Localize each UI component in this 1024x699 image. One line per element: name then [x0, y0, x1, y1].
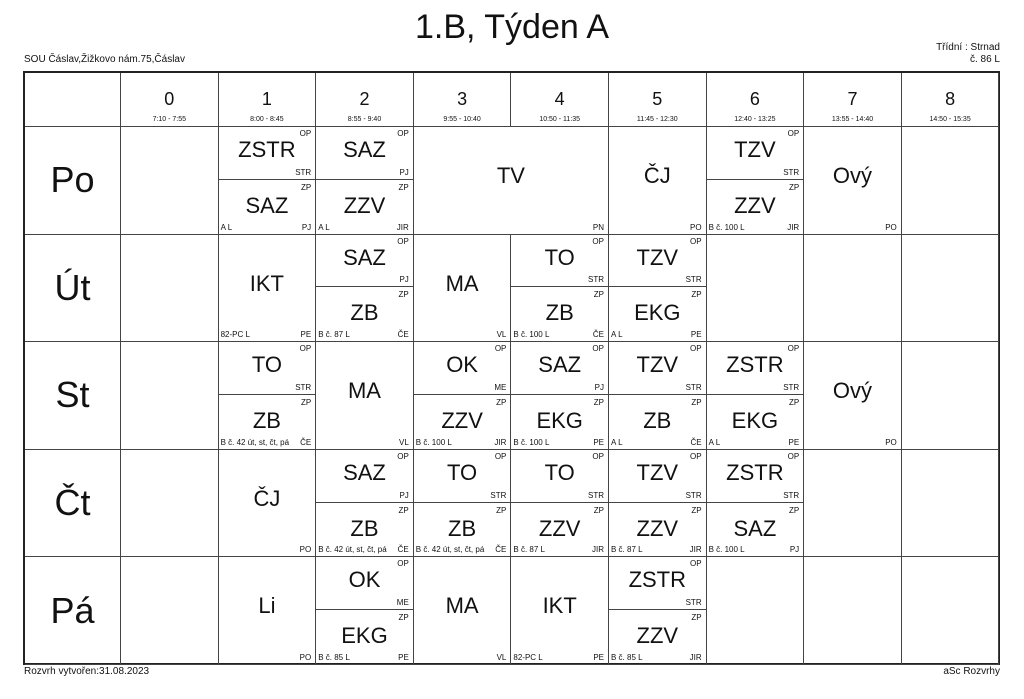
lesson-teacher: PJ	[301, 222, 312, 232]
lesson-group: OP	[690, 344, 702, 354]
lesson-room: A L	[318, 222, 330, 232]
lesson-teacher: PE	[593, 437, 604, 447]
period-time: 8:55 - 9:40	[347, 116, 382, 123]
lesson-room: B č. 100 L	[415, 437, 452, 447]
lesson-room: B č. 85 L	[318, 652, 350, 662]
lesson-room: B č. 100 L	[513, 330, 550, 340]
lesson-teacher: ČE	[690, 437, 702, 447]
lesson-group: OP	[397, 451, 409, 461]
lesson-subject: ZZV	[636, 623, 679, 649]
timetable-slot	[804, 235, 902, 343]
period-time: 8:00 - 8:45	[250, 116, 284, 123]
lesson-teacher: STR	[685, 490, 702, 500]
lesson-teacher: PO	[299, 652, 312, 662]
timetable-slot	[804, 450, 902, 558]
lesson-cell[interactable]	[511, 342, 608, 395]
lesson-teacher: ČE	[495, 545, 507, 555]
lesson-subject: SAZ	[343, 244, 386, 270]
lesson-cell[interactable]	[316, 557, 413, 610]
lesson-cell[interactable]	[707, 181, 804, 234]
lesson-cell[interactable]	[316, 450, 413, 503]
lesson-subject: TZV	[636, 244, 679, 270]
lesson-teacher: STR	[783, 490, 800, 500]
timetable-slot	[902, 450, 1000, 558]
lesson-subject: Li	[258, 593, 276, 619]
lesson-subject: ZB	[643, 408, 672, 433]
period-time: 14:50 - 15:35	[929, 116, 971, 123]
lesson-teacher: JIR	[494, 437, 507, 447]
lesson-group: ZP	[593, 398, 604, 407]
lesson-cell[interactable]	[609, 450, 706, 503]
period-number: 7	[847, 89, 858, 109]
lesson-subject: ZB	[448, 515, 477, 541]
lesson-cell[interactable]	[414, 127, 608, 234]
lesson-subject: OK	[348, 567, 381, 593]
lesson-teacher: PE	[398, 652, 409, 662]
lesson-subject: EKG	[731, 408, 779, 433]
lesson-subject: EKG	[341, 623, 388, 649]
lesson-cell[interactable]	[316, 288, 413, 341]
lesson-teacher: JIR	[689, 652, 702, 662]
lesson-room: B č. 87 L	[513, 545, 545, 555]
lesson-cell[interactable]	[707, 504, 804, 557]
lesson-teacher: PO	[299, 545, 312, 555]
period-number: 8	[945, 89, 956, 109]
school-address: SOU Čáslav,Žižkovo nám.75,Čáslav	[24, 54, 185, 65]
lesson-teacher: JIR	[787, 222, 800, 232]
period-number: 3	[457, 89, 468, 109]
lesson-group: OP	[690, 451, 702, 461]
lesson-teacher: STR	[295, 382, 312, 392]
lesson-subject: ZSTR	[726, 459, 784, 485]
lesson-teacher: STR	[295, 167, 312, 177]
lesson-subject: TO	[544, 244, 575, 270]
period-header	[511, 73, 609, 127]
created-date: Rozvrh vytvořen:31.08.2023	[24, 666, 150, 677]
lesson-subject: SAZ	[343, 459, 386, 485]
lesson-group: OP	[592, 344, 604, 354]
lesson-subject: ZZV	[343, 192, 386, 218]
lesson-group: ZP	[691, 613, 702, 623]
period-number: 2	[359, 89, 370, 109]
lesson-teacher: PN	[592, 222, 604, 232]
lesson-cell[interactable]	[511, 450, 608, 503]
software-brand: aSc Rozvrhy	[943, 666, 1000, 677]
lesson-teacher: STR	[783, 382, 800, 392]
lesson-group: OP	[299, 129, 312, 138]
lesson-subject: SAZ	[538, 352, 582, 378]
lesson-subject: ZB	[350, 300, 379, 326]
lesson-subject: ZB	[350, 515, 379, 541]
lesson-teacher: PE	[300, 330, 312, 340]
lesson-cell[interactable]	[414, 235, 511, 342]
lesson-subject: IKT	[249, 270, 284, 296]
lesson-subject: ZB	[545, 300, 574, 326]
lesson-group: OP	[787, 451, 800, 461]
lesson-cell[interactable]	[414, 342, 511, 395]
period-time: 13:55 - 14:40	[831, 116, 874, 123]
timetable-slot	[902, 557, 1000, 665]
period-time: 9:55 - 10:40	[443, 116, 481, 123]
lesson-room: B č. 100 L	[708, 545, 745, 555]
lesson-cell[interactable]	[219, 557, 316, 664]
period-header	[414, 73, 512, 127]
lesson-subject: TO	[544, 459, 575, 485]
page-title: 1.B, Týden A	[414, 8, 610, 46]
lesson-group: ZP	[398, 505, 409, 515]
lesson-room: B č. 100 L	[513, 437, 550, 447]
lesson-cell[interactable]	[414, 396, 511, 449]
timetable-slot	[902, 342, 1000, 450]
lesson-cell[interactable]	[707, 127, 804, 180]
period-header	[804, 73, 902, 127]
lesson-group: ZP	[788, 182, 800, 192]
lesson-teacher: PO	[885, 222, 897, 232]
lesson-group: OP	[494, 344, 507, 354]
period-time: 10:50 - 11:35	[539, 116, 581, 123]
lesson-teacher: JIR	[396, 222, 409, 232]
timetable-slot	[902, 235, 1000, 343]
lesson-subject: ZSTR	[238, 137, 296, 162]
lesson-teacher: VL	[496, 652, 507, 662]
lesson-group: OP	[787, 129, 800, 138]
lesson-subject: MA	[445, 593, 479, 619]
period-time: 12:40 - 13:25	[734, 116, 776, 123]
day-label: Út	[25, 235, 121, 343]
lesson-teacher: STR	[685, 598, 702, 608]
timetable-slot	[707, 557, 805, 665]
timetable-slot	[804, 557, 902, 665]
lesson-teacher: PO	[885, 437, 897, 447]
lesson-teacher: PJ	[399, 167, 409, 177]
lesson-subject: TZV	[636, 352, 679, 378]
lesson-cell[interactable]	[511, 235, 608, 288]
lesson-teacher: STR	[685, 275, 702, 285]
period-number: 5	[652, 89, 663, 109]
day-label: Pá	[25, 557, 121, 665]
lesson-room: B č. 87 L	[318, 330, 350, 340]
lesson-group: OP	[690, 559, 702, 569]
lesson-subject: SAZ	[343, 137, 386, 162]
lesson-cell[interactable]	[219, 396, 316, 449]
period-number: 4	[554, 89, 565, 109]
lesson-cell[interactable]	[609, 235, 706, 288]
lesson-subject: OK	[446, 352, 478, 378]
period-header	[707, 73, 805, 127]
lesson-group: OP	[787, 344, 800, 354]
timetable-slot	[121, 342, 219, 450]
lesson-subject: TZV	[636, 459, 679, 485]
lesson-subject: ZZV	[441, 408, 483, 433]
lesson-room: A L	[708, 437, 721, 447]
lesson-teacher: STR	[685, 382, 702, 392]
lesson-cell[interactable]	[219, 127, 316, 180]
lesson-teacher: STR	[490, 490, 507, 500]
timetable-slot	[121, 450, 219, 558]
lesson-group: ZP	[593, 505, 604, 515]
lesson-subject: ZZV	[538, 515, 581, 541]
lesson-teacher: VL	[398, 437, 409, 447]
lesson-group: ZP	[788, 398, 800, 407]
lesson-cell[interactable]	[707, 450, 804, 503]
header-corner	[25, 73, 121, 127]
lesson-group: ZP	[691, 398, 702, 407]
lesson-subject: TV	[496, 163, 525, 189]
lesson-cell[interactable]	[316, 127, 413, 180]
lesson-subject: TO	[251, 352, 282, 378]
class-info	[936, 42, 1000, 66]
lesson-group: OP	[397, 129, 409, 138]
lesson-teacher: PE	[593, 652, 604, 662]
lesson-group: OP	[397, 559, 409, 569]
lesson-group: ZP	[691, 505, 702, 515]
lesson-subject: ČJ	[643, 163, 671, 189]
lesson-group: ZP	[300, 398, 312, 407]
lesson-group: OP	[494, 451, 507, 461]
lesson-cell[interactable]	[511, 288, 608, 341]
lesson-group: ZP	[788, 505, 800, 515]
timetable-slot	[902, 127, 1000, 235]
lesson-teacher: PE	[690, 330, 702, 340]
lesson-cell[interactable]	[316, 504, 413, 557]
period-header	[609, 73, 707, 127]
lesson-cell[interactable]	[219, 181, 316, 234]
day-label: St	[25, 342, 121, 450]
lesson-group: ZP	[496, 398, 507, 407]
lesson-room: 82-PC L	[220, 330, 250, 340]
lesson-teacher: JIR	[689, 545, 702, 555]
lesson-teacher: PO	[690, 222, 702, 232]
period-number: 0	[164, 89, 175, 109]
lesson-subject: ZSTR	[726, 352, 784, 378]
lesson-room: B č. 85 L	[611, 652, 643, 662]
lesson-group: ZP	[398, 613, 409, 623]
lesson-subject: Ový	[832, 378, 873, 404]
lesson-group: ZP	[593, 290, 604, 300]
lesson-subject: TO	[447, 459, 478, 485]
lesson-subject: Ový	[832, 163, 873, 189]
lesson-subject: ZZV	[734, 192, 776, 218]
lesson-teacher: ČE	[592, 330, 604, 340]
lesson-room: A L	[220, 222, 233, 232]
lesson-group: ZP	[496, 505, 507, 515]
lesson-group: OP	[592, 236, 604, 246]
lesson-cell[interactable]	[707, 342, 804, 395]
lesson-group: ZP	[300, 182, 312, 192]
timetable-grid	[23, 71, 1000, 665]
lesson-subject: ZB	[252, 408, 281, 433]
lesson-group: OP	[690, 236, 702, 246]
lesson-cell[interactable]	[316, 342, 413, 449]
lesson-group: ZP	[398, 290, 409, 300]
lesson-cell[interactable]	[609, 127, 706, 234]
lesson-room: A L	[611, 330, 623, 340]
lesson-room: B č. 42 út, st, čt, pá	[220, 437, 290, 447]
lesson-cell[interactable]	[414, 557, 511, 664]
lesson-cell[interactable]	[804, 342, 901, 449]
timetable-slot	[121, 235, 219, 343]
lesson-teacher: ME	[396, 598, 409, 608]
lesson-cell[interactable]	[219, 235, 316, 342]
period-time: 7:10 - 7:55	[152, 116, 187, 123]
period-number: 1	[261, 89, 272, 109]
period-header	[121, 73, 219, 127]
lesson-group: OP	[299, 344, 312, 354]
lesson-cell[interactable]	[609, 288, 706, 341]
lesson-subject: MA	[347, 378, 381, 404]
lesson-group: ZP	[398, 182, 409, 192]
period-header	[316, 73, 414, 127]
lesson-teacher: PJ	[789, 545, 800, 555]
period-header	[219, 73, 317, 127]
lesson-teacher: PJ	[399, 490, 409, 500]
lesson-teacher: JIR	[591, 545, 604, 555]
lesson-cell[interactable]	[316, 181, 413, 234]
lesson-group: OP	[592, 451, 604, 461]
lesson-subject: ČJ	[253, 485, 281, 511]
lesson-cell[interactable]	[609, 396, 706, 449]
lesson-room: B č. 100 L	[708, 222, 745, 232]
lesson-room: A L	[611, 437, 623, 447]
lesson-room: B č. 42 út, st, čt, pá	[318, 545, 387, 555]
day-label: Čt	[25, 450, 121, 558]
lesson-subject: SAZ	[245, 192, 289, 218]
lesson-teacher: PJ	[594, 382, 604, 392]
lesson-teacher: ME	[494, 382, 507, 392]
lesson-teacher: STR	[587, 490, 604, 500]
lesson-subject: IKT	[542, 593, 577, 619]
lesson-subject: TZV	[734, 137, 776, 162]
lesson-teacher: STR	[587, 275, 604, 285]
period-header	[902, 73, 1000, 127]
lesson-teacher: ČE	[300, 437, 312, 447]
lesson-teacher: ČE	[397, 545, 409, 555]
lesson-subject: MA	[445, 270, 479, 296]
day-label: Po	[25, 127, 121, 235]
lesson-teacher: PE	[788, 437, 800, 447]
lesson-room: 82-PC L	[513, 652, 543, 662]
lesson-cell[interactable]	[609, 342, 706, 395]
timetable-slot	[121, 557, 219, 665]
lesson-group: ZP	[691, 290, 702, 300]
timetable-slot	[121, 127, 219, 235]
lesson-subject: ZSTR	[628, 567, 687, 593]
lesson-room: B č. 87 L	[611, 545, 643, 555]
lesson-teacher: STR	[783, 167, 800, 177]
class-teacher: Třídní : Strnad	[936, 42, 1000, 53]
lesson-subject: ZZV	[636, 515, 679, 541]
lesson-teacher: ČE	[397, 330, 409, 340]
lesson-cell[interactable]	[414, 450, 511, 503]
lesson-cell[interactable]	[316, 235, 413, 288]
lesson-cell[interactable]	[511, 396, 608, 449]
lesson-cell[interactable]	[316, 611, 413, 664]
lesson-cell[interactable]	[511, 557, 608, 664]
lesson-cell[interactable]	[414, 504, 511, 557]
lesson-cell[interactable]	[609, 557, 706, 610]
lesson-room: B č. 42 út, st, čt, pá	[415, 545, 485, 555]
lesson-subject: EKG	[634, 300, 681, 326]
timetable-slot	[707, 235, 805, 343]
lesson-cell[interactable]	[219, 450, 316, 557]
class-room: č. 86 L	[969, 54, 1000, 65]
lesson-cell[interactable]	[707, 396, 804, 449]
lesson-subject: SAZ	[733, 515, 777, 541]
period-time: 11:45 - 12:30	[636, 116, 678, 123]
period-number: 6	[749, 89, 760, 109]
lesson-cell[interactable]	[219, 342, 316, 395]
lesson-cell[interactable]	[804, 127, 901, 234]
lesson-subject: EKG	[536, 408, 583, 433]
lesson-cell[interactable]	[609, 504, 706, 557]
lesson-teacher: VL	[496, 330, 507, 340]
lesson-cell[interactable]	[609, 611, 706, 664]
lesson-group: OP	[397, 236, 409, 246]
lesson-teacher: PJ	[399, 275, 409, 285]
lesson-cell[interactable]	[511, 504, 608, 557]
